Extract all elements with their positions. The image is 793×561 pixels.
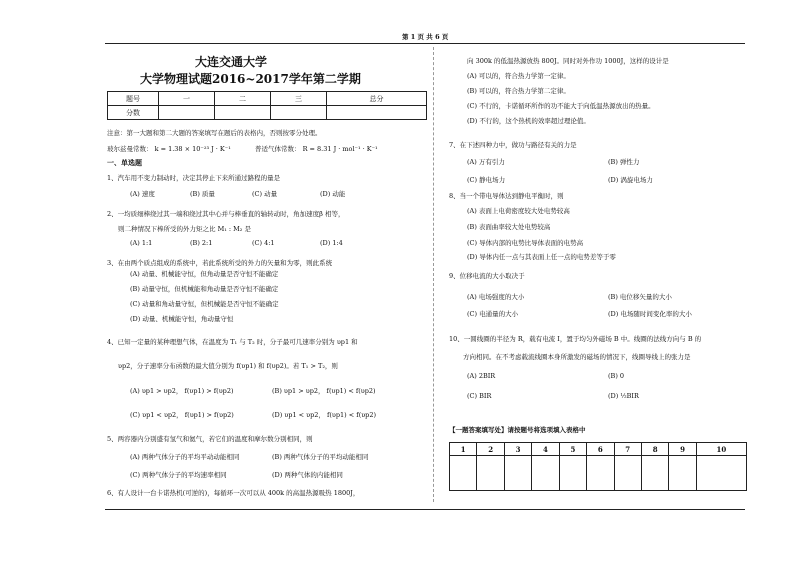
score-cell [215,106,271,120]
q3-option-a: (A) 动量、机械能守恒，但角动量是否守恒不能确定 [130,270,279,278]
question-10-line2: 方向相同。在不考虑载流线圈本身所激发的磁场的情况下，线圈导线上的张力是 [463,353,691,361]
answer-header-cell: 10 [696,443,746,456]
answer-cell[interactable] [559,456,586,491]
q1-option-c: (C) 动量 [252,190,278,198]
score-header-cell: 一 [159,92,215,106]
q8-option-c: (C) 导体内部的电势比导体表面的电势高 [467,239,584,247]
answer-cell[interactable] [587,456,614,491]
answer-header-cell: 1 [450,443,477,456]
answer-cell[interactable] [504,456,531,491]
question-4-line1: 4、已知一定量的某种理想气体，在温度为 T₁ 与 T₂ 时，分子最可几速率分别为 υp1 和 [107,338,358,346]
answer-cell[interactable] [669,456,696,491]
q9-option-c: (C) 电通量的大小 [467,310,519,318]
q4-option-d: (D) υp1 < υp2， f(υp1) < f(υp2) [272,411,377,419]
q1-option-a: (A) 速度 [130,190,155,198]
q3-option-c: (C) 动量和角动量守恒，但机械能是否守恒不能确定 [130,300,279,308]
q4-option-c: (C) υp1 < υp2， f(υp1) > f(υp2) [130,411,234,419]
question-2-line1: 2、一均质细棒绕过其一端和绕过其中心并与棒垂直的轴转动时，角加速度β 相等， [107,210,345,218]
answer-cell[interactable] [696,456,746,491]
question-8: 8、当一个带电导体达到静电平衡时，则 [449,192,564,200]
note: 注意：第一大题和第二大题的答案填写在题后的表格内，否则按零分处理。 [107,129,322,137]
answer-header-cell: 9 [669,443,696,456]
answer-table-caption: 【一题答案填写处】请按题号将选项填入表格中 [449,426,586,434]
q2-option-b: (B) 2:1 [190,239,213,247]
q9-option-a: (A) 电场强度的大小 [467,293,525,301]
boltzmann-constant: 玻尔兹曼常数： k = 1.38 × 10⁻²³ J · K⁻¹ [107,145,231,153]
q5-option-b: (B) 两种气体分子的平均动能相同 [272,453,369,461]
q2-option-d: (D) 1:4 [320,239,343,247]
score-header-cell: 二 [215,92,271,106]
school-name: 大连交通大学 [195,55,268,69]
q7-option-d: (D) 涡旋电场力 [608,176,653,184]
answer-table [449,442,747,491]
q6-option-c: (C) 不行的，卡诺循环所作的功不能大于向低温热源放出的热量。 [467,102,655,110]
q1-option-d: (D) 动能 [320,190,346,198]
question-6-line1: 6、有人设计一台卡诺热机(可逆的)，每循环一次可以从 400k 的高温热源吸热 1800J， [107,489,360,497]
exam-title: 大学物理试题2016~2017学年第二学期 [140,72,361,86]
q7-option-c: (C) 静电场力 [467,176,506,184]
q4-option-b: (B) υp1 > υp2， f(υp1) < f(υp2) [272,387,376,395]
answer-header-cell: 6 [587,443,614,456]
question-9: 9、位移电流的大小取决于 [449,272,525,280]
score-table [107,91,427,120]
answer-header-cell: 7 [614,443,641,456]
q6-option-a: (A) 可以的，符合热力学第一定律。 [467,72,570,80]
q7-option-b: (B) 弹性力 [608,158,640,166]
question-2-line2: 则二种情况下棒所受的外力矩之比 M₁ : M₂ 是 [118,225,251,233]
q4-option-a: (A) υp1 > υp2， f(υp1) > f(υp2) [130,387,234,395]
score-cell [159,106,215,120]
section-heading: 一、单选题 [107,158,142,167]
q9-option-d: (D) 电场随时间变化率的大小 [608,310,692,318]
answer-cell[interactable] [532,456,559,491]
question-3: 3、在由两个质点组成的系统中，若此系统所受的外力的矢量和为零，则此系统 [107,259,333,267]
q8-option-d: (D) 导体内任一点与其表面上任一点的电势差等于零 [467,253,616,261]
q5-option-c: (C) 两种气体分子的平均速率相同 [130,471,227,479]
score-header-cell: 三 [271,92,327,106]
answer-cell[interactable] [477,456,504,491]
score-cell [271,106,327,120]
answer-header-cell: 2 [477,443,504,456]
score-header-cell: 总分 [327,92,427,106]
q8-option-b: (B) 表面曲率较大处电势较高 [467,223,551,231]
gas-constant: 普适气体常数： R = 8.31 J · mol⁻¹ · K⁻¹ [255,145,378,153]
answer-cell[interactable] [614,456,641,491]
question-5: 5、两容器内分别盛有氢气和氦气，若它们的温度和摩尔数分别相同，则 [107,435,313,443]
q2-option-c: (C) 4:1 [252,239,275,247]
score-header-cell: 题号 [108,92,159,106]
question-6-line2: 向 300k 的低温热源放热 800J。同时对外作功 1000J，这样的设计是 [467,57,669,65]
q8-option-a: (A) 表面上电荷密度较大处电势较高 [467,207,570,215]
q10-option-c: (C) BIR [467,392,492,400]
q5-option-d: (D) 两种气体的内能相同 [272,471,343,479]
q10-option-a: (A) 2BIR [467,372,496,380]
q3-option-b: (B) 动量守恒，但机械能和角动量是否守恒不能确定 [130,285,279,293]
answer-header-cell: 5 [559,443,586,456]
q6-option-d: (D) 不行的，这个热机的效率超过理论值。 [467,117,590,125]
score-cell [327,106,427,120]
question-1: 1、汽车用不变力制动时，决定其停止下来所通过路程的量是 [107,174,281,182]
top-rule [105,43,745,44]
q5-option-a: (A) 两种气体分子的平均平动动能相同 [130,453,240,461]
q3-option-d: (D) 动量、机械能守恒，角动量守恒 [130,315,234,323]
score-row-label: 分数 [108,106,159,120]
answer-header-cell: 4 [532,443,559,456]
q10-option-b: (B) 0 [608,372,625,380]
q7-option-a: (A) 万有引力 [467,158,505,166]
answer-header-cell: 3 [504,443,531,456]
question-4-line2: υp2，分子速率分布函数的最大值分别为 f(υp1) 和 f(υp2)。若 T₁ > T₂，则 [118,362,338,370]
column-divider [433,47,434,502]
bottom-rule [105,509,745,510]
page-indicator: 第 1 页 共 6 页 [402,33,449,41]
answer-cell[interactable] [641,456,668,491]
q10-option-d: (D) ½BIR [608,392,639,400]
q9-option-b: (B) 电位移矢量的大小 [608,293,672,301]
q1-option-b: (B) 质量 [190,190,215,198]
question-7: 7、在下述四种力中，做功与路径有关的力是 [449,141,577,149]
answer-header-cell: 8 [641,443,668,456]
question-10-line1: 10、一圆线圈的半径为 R，载有电流 I，置于均匀外磁场 B 中。线圈的法线方向与 B 的 [449,335,702,343]
q6-option-b: (B) 可以的，符合热力学第二定律。 [467,87,570,95]
answer-cell[interactable] [450,456,477,491]
q2-option-a: (A) 1:1 [130,239,153,247]
